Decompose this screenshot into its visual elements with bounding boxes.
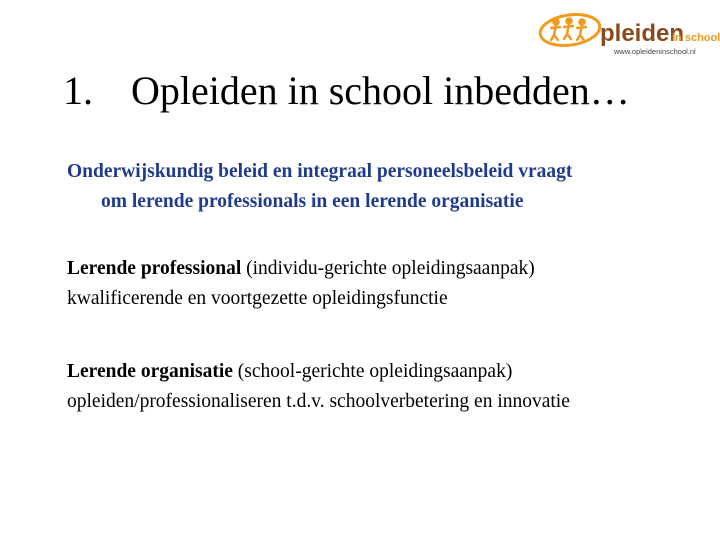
professional-line-1-rest: (individu-gerichte opleidingsaanpak) <box>241 258 535 279</box>
logo-figures <box>551 18 586 40</box>
professional-line-2: kwalificerende en voortgezette opleidingsfunctie <box>67 288 448 309</box>
intro-paragraph <box>67 157 707 217</box>
organisatie-line-1-rest: (school-gerichte opleidingsaanpak) <box>232 361 513 382</box>
logo-swoosh <box>538 11 602 49</box>
organisatie-term: Lerende organisatie <box>67 361 233 382</box>
professional-paragraph <box>67 254 707 314</box>
intro-line-2: om lerende professionals in een lerende organisatie <box>101 191 524 212</box>
organisatie-line-1 <box>67 357 707 387</box>
logo-brand: pleiden <box>600 20 685 47</box>
organisatie-paragraph <box>67 357 707 417</box>
professional-term: Lerende professional <box>67 258 242 279</box>
intro-line-1: Onderwijskundig beleid en integraal personeelsbeleid vraagt <box>67 161 573 182</box>
logo-suffix: in school <box>672 32 720 44</box>
title-number: 1. <box>63 68 93 113</box>
slide-title <box>63 66 703 116</box>
opleiden-in-school-logo <box>536 8 720 58</box>
organisatie-line-2: opleiden/professionaliseren t.d.v. schoolverbetering en innovatie <box>67 391 570 412</box>
professional-line-1 <box>67 254 707 284</box>
logo-url: www.opleideninschool.nl <box>614 47 696 56</box>
title-text: Opleiden in school inbedden… <box>131 68 630 113</box>
